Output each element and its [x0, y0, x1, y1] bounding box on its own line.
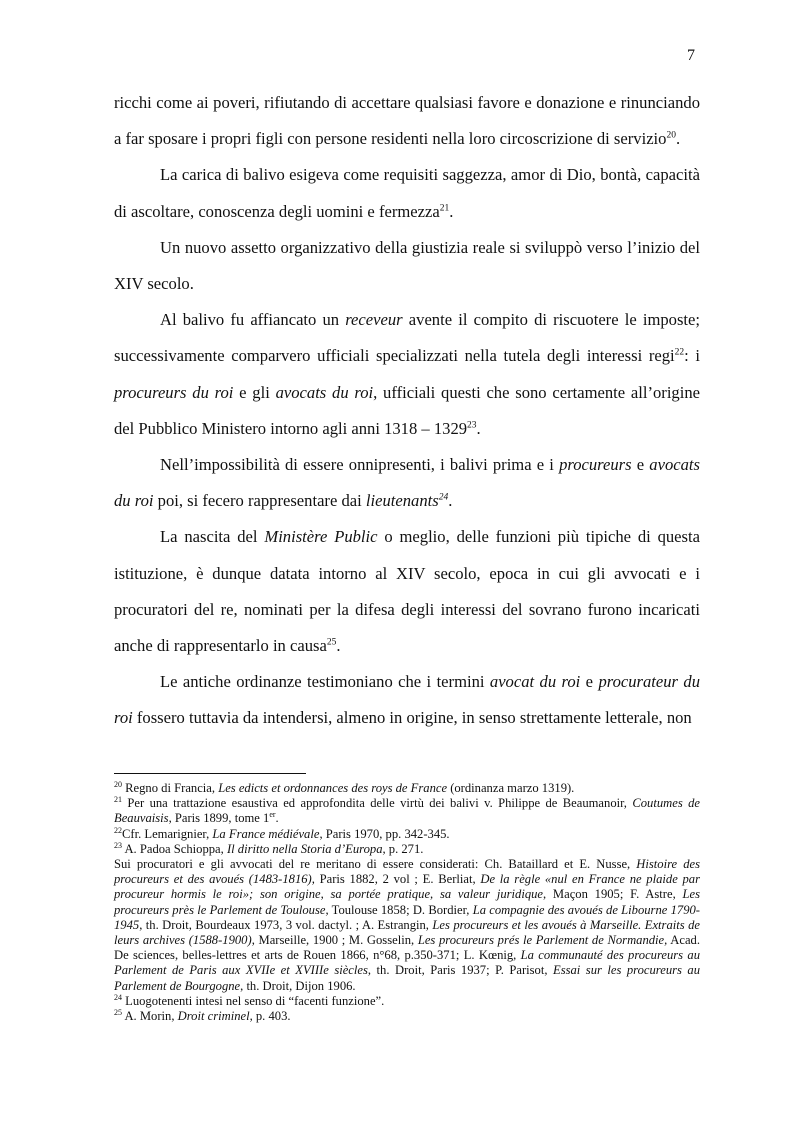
italic-text: La compagnie des avoués de Libourne 1790-1945 [114, 902, 700, 932]
note-reference: 20 [666, 130, 676, 141]
text-run: e [631, 455, 650, 475]
text-run: e [580, 672, 599, 692]
italic-text: Coutumes de Beauvaisis [114, 796, 700, 826]
text-run: Regno di Francia, [122, 781, 219, 795]
text-run: , Paris 1970, pp. 342-345. [319, 826, 450, 841]
footnote-20 [114, 781, 700, 796]
italic-text: Il diritto nella Storia d’Europa, [226, 841, 386, 856]
italic-text: Droit criminel, [177, 1009, 253, 1024]
italic-text: receveur [345, 310, 403, 330]
note-reference: 24 [114, 992, 122, 1002]
italic-text: De la règle «nul en France ne plaide par procureur hormis le roi»; son origine, sa portée pratique, sa valeur juridique [114, 872, 701, 902]
italic-text: avocat du roi [489, 672, 581, 692]
italic-text: lieutenants [365, 491, 439, 511]
footnotes [114, 781, 700, 1024]
italic-text: procureurs du roi [114, 382, 234, 402]
text-run: e gli [233, 382, 276, 402]
footnote-23 [114, 842, 700, 857]
paragraph [114, 85, 700, 157]
text-run: Toulouse 1858; D. Bordier, [328, 902, 473, 917]
note-reference: 25 [326, 637, 337, 648]
text-run: Al balivo fu affiancato un [160, 310, 346, 330]
text-run: , ufficiali questi che sono certamente all’origine del Pubblico Ministero intorno agli anni 1318 – 1329 [114, 382, 701, 438]
text-run: (ordinanza marzo 1319). [447, 781, 575, 795]
text-run: : i [684, 346, 700, 366]
text-run: p. 403. [252, 1009, 291, 1024]
italic-text: Les procureurs et les avoués à Marseille. Extraits de leurs archives (1588-1900) [114, 917, 700, 948]
text-run: , Marseille, 1900 ; M. Gosselin, [251, 933, 418, 948]
note-reference: 23 [114, 840, 122, 850]
text-run: Per una trattazione esaustiva ed approfondita delle virtù dei balivi v. Philippe de Beaumanoir, [122, 796, 633, 811]
footnote-24 [114, 994, 700, 1009]
note-reference: 23 [467, 420, 477, 431]
text-run: , th. Droit, Bourdeaux 1973, 3 vol. dactyl. ; A. Estrangin, [139, 917, 433, 932]
text-run: fossero tuttavia da intendersi, almeno in origine, in senso strettamente letterale, non [132, 708, 692, 728]
italic-text: avocats du roi [275, 382, 374, 402]
text-run: Cfr. Lemarignier, [122, 826, 213, 841]
text-run: , Paris 1899, tome 1 [168, 811, 270, 826]
text-run: Un nuovo assetto organizzativo della giustizia reale si sviluppò verso l’inizio del XIV secolo. [114, 237, 700, 294]
note-reference: er [269, 810, 276, 820]
text-run: La carica di balivo esigeva come requisiti saggezza, amor di Dio, bontà, capacità di ascoltare, conoscenza degli uomini e fermezza [114, 165, 700, 221]
italic-text: procureurs [559, 455, 632, 475]
text-run: , th. Droit, Paris 1937; P. Parisot, [367, 963, 553, 978]
text-run: Nell’impossibilità di essere onnipresenti, i balivi prima e i [160, 455, 560, 475]
footnote-21 [114, 796, 700, 826]
italic-text: Les procureurs près le Parlement de Toulouse, [114, 887, 700, 917]
text-run: . [448, 491, 453, 511]
note-reference: 24 [438, 492, 449, 503]
note-reference: 22 [114, 825, 122, 835]
note-reference: 22 [674, 347, 685, 358]
paragraph [114, 664, 700, 736]
text-run: Paris 1882, 2 vol ; E. Berliat, [314, 872, 481, 887]
text-run: . [476, 418, 481, 438]
text-run: poi, si fecero rappresentare dai [153, 491, 366, 511]
italic-text: La France médiévale [212, 826, 320, 841]
page-number: 7 [687, 47, 695, 64]
italic-text: Les edicts et ordonnances des roys de France [218, 781, 448, 795]
note-reference: 20 [114, 779, 122, 789]
text-run: ricchi come ai poveri, rifiutando di accettare qualsiasi favore e donazione e rinunciando a far sposare i propri figli con persone residenti nella loro circoscrizione di servizio [114, 93, 700, 149]
text-run: Sui procuratori e gli avvocati del re meritano di essere considerati: Ch. Bataillard et E. Nusse, [114, 857, 637, 872]
text-run: . [275, 811, 279, 826]
text-run: A. Morin, [122, 1009, 178, 1024]
body-text [114, 85, 700, 737]
text-run: , th. Droit, Dijon 1906. [240, 978, 356, 993]
text-run: A. Padoa Schioppa, [122, 841, 227, 856]
paragraph [114, 447, 700, 519]
italic-text: Essai sur les procureurs au Parlement de Bourgogne [114, 963, 701, 993]
paragraph [114, 519, 700, 664]
text-run: avente il compito di riscuotere le imposte; successivamente comparvero ufficiali specializzati nella tutela degli interessi regi [114, 310, 700, 366]
italic-text: Ministère Public [264, 527, 378, 547]
note-reference: 25 [114, 1007, 122, 1017]
paragraph [114, 302, 700, 447]
italic-text: Les procureurs prés le Parlement de Normandie, [417, 933, 668, 948]
italic-text: avocats du roi [114, 455, 700, 511]
text-run: , Maçon 1905; F. Astre, [543, 887, 683, 902]
text-run: . [336, 636, 341, 656]
text-run: . [675, 129, 681, 149]
paragraph [114, 157, 700, 229]
italic-text: procurateur du roi [114, 672, 701, 728]
italic-text: Histoire des procureurs et des avoués (1483-1816), [114, 857, 700, 887]
text-run: o meglio, delle funzioni più tipiche di questa istituzione, è dunque datata intorno al XIV secolo, epoca in cui gli avvocati e i procuratori del re, nominati per la difesa degli interessi del sovrano furono incaricati anche di rappresentarlo in causa [114, 527, 700, 656]
note-reference: 21 [439, 203, 450, 214]
paragraph [114, 230, 700, 302]
text-run: La nascita del [160, 527, 265, 547]
text-run: Le antiche ordinanze testimoniano che i termini [160, 672, 490, 692]
footnote-22 [114, 827, 700, 842]
italic-text: La communauté des procureurs au Parlement de Paris aux XVIIe et XVIIIe siècles [114, 948, 700, 978]
footnote-25 [114, 1009, 700, 1024]
text-run: Luogotenenti intesi nel senso di “facenti funzione”. [122, 993, 385, 1008]
footnote-23-continued [114, 857, 700, 994]
text-run: p. 271. [385, 841, 424, 856]
text-run: . [449, 201, 454, 221]
text-run: Acad. De sciences, belles-lettres et arts de Rouen 1866, n°68, p.350-371; L. Kœnig, [114, 933, 700, 963]
footnote-separator [114, 773, 306, 774]
note-reference: 21 [114, 795, 122, 805]
